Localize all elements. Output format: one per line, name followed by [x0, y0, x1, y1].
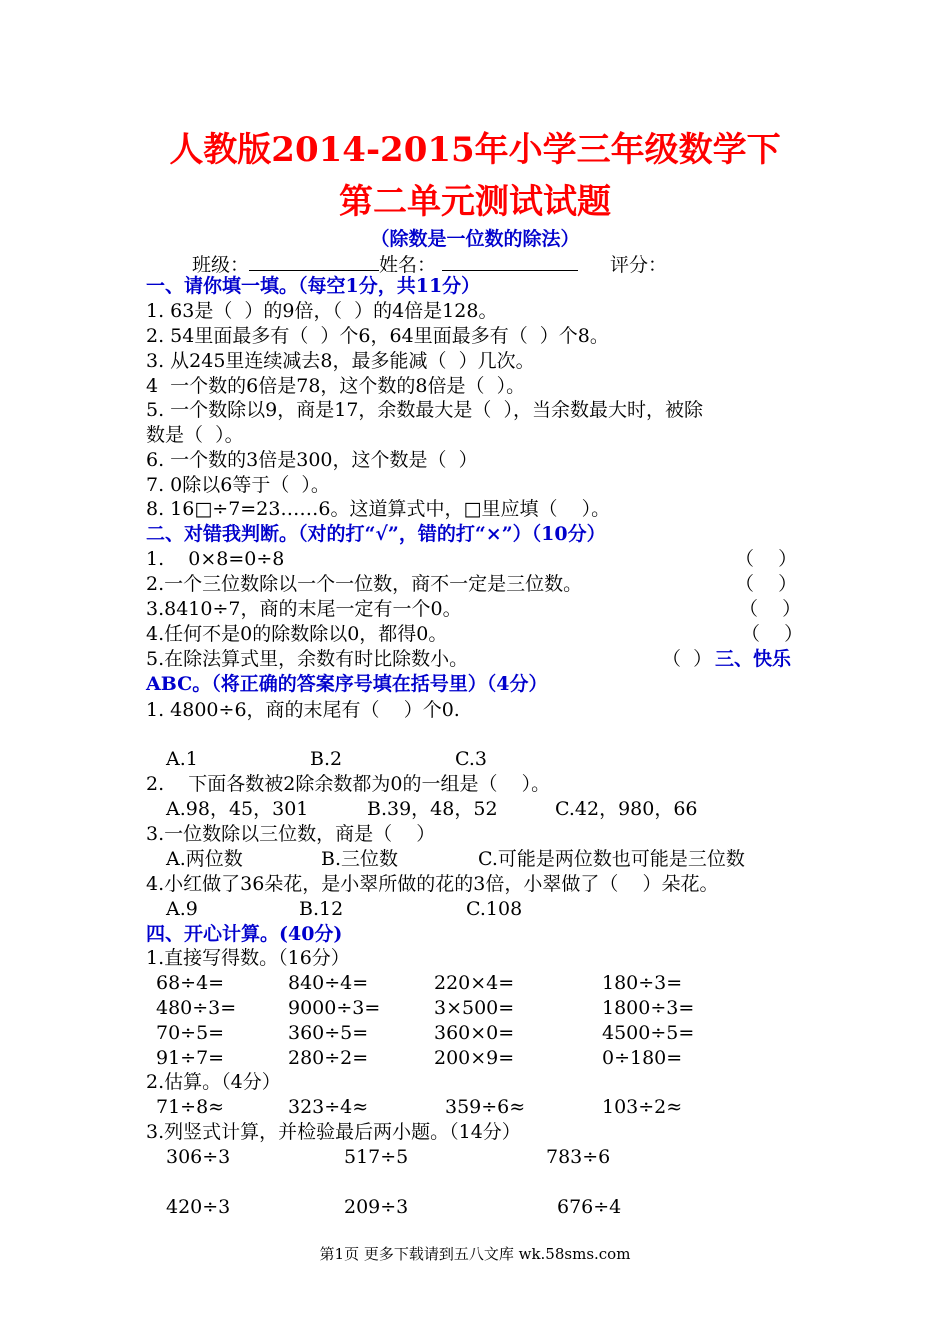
s2-q3-paren: （ ）	[739, 598, 802, 620]
s3-q2-opt-b: B.39，48，52	[367, 798, 498, 820]
direct-item: 280÷2=	[288, 1047, 369, 1069]
direct-item: 9000÷3=	[288, 997, 381, 1019]
s2-q4: 4.任何不是0的除数除以0，都得0。	[146, 623, 448, 645]
direct-item: 3×500=	[434, 997, 515, 1019]
s1-q8: 8. 16□÷7=23……6。这道算式中，□里应填（ ）。	[146, 498, 611, 520]
s2-q5: 5.在除法算式里，余数有时比除数小。	[146, 648, 469, 670]
section3-heading-start: 三、快乐	[715, 648, 792, 670]
direct-item: 91÷7=	[156, 1047, 225, 1069]
section1-heading: 一、请你填一填。（每空1分，共11分）	[146, 275, 481, 297]
s3-q1-opt-a: A.1	[166, 748, 198, 770]
s3-q3-opt-b: B.三位数	[321, 848, 399, 870]
direct-item: 200×9=	[434, 1047, 515, 1069]
s2-q4-paren: （ ）	[741, 623, 804, 645]
title-line1: 人教版2014-2015年小学三年级数学下	[169, 130, 781, 170]
s3-q4-opt-a: A.9	[166, 898, 198, 920]
direct-item: 4500÷5=	[602, 1022, 695, 1044]
vertical-item: 306÷3	[166, 1146, 231, 1168]
vertical-item: 783÷6	[546, 1146, 611, 1168]
section4-heading: 四、开心计算。(40分)	[146, 923, 343, 945]
s1-q2: 2. 54里面最多有（ ）个6，64里面最多有（ ）个8。	[146, 325, 609, 347]
direct-item: 70÷5=	[156, 1022, 225, 1044]
direct-item: 360÷5=	[288, 1022, 369, 1044]
class-label: 班级：	[192, 254, 250, 276]
s2-q5-paren: （ ）	[662, 648, 713, 670]
s4-part2: 2.估算。（4分）	[146, 1071, 281, 1093]
vertical-item: 420÷3	[166, 1196, 231, 1218]
direct-item: 840÷4=	[288, 972, 369, 994]
estimate-item: 71÷8≈	[156, 1096, 225, 1118]
direct-item: 480÷3=	[156, 997, 237, 1019]
s1-q5a: 5. 一个数除以9，商是17，余数最大是（ ），当余数最大时，被除	[146, 399, 704, 421]
name-blank	[442, 252, 578, 271]
direct-item: 220×4=	[434, 972, 515, 994]
vertical-item: 209÷3	[344, 1196, 409, 1218]
class-blank	[249, 252, 379, 271]
direct-item: 68÷4=	[156, 972, 225, 994]
s3-q3: 3.一位数除以三位数，商是（ ）	[146, 823, 436, 845]
subtitle: （除数是一位数的除法）	[370, 228, 580, 250]
direct-item: 180÷3=	[602, 972, 683, 994]
s3-q1-opt-b: B.2	[310, 748, 343, 770]
s3-q4: 4.小红做了36朵花，是小翠所做的花的3倍，小翠做了（ ）朵花。	[146, 873, 719, 895]
s1-q4: 4 一个数的6倍是78，这个数的8倍是（ ）。	[146, 375, 526, 397]
s3-q4-opt-c: C.108	[466, 898, 523, 920]
section2-heading: 二、对错我判断。（对的打“√”，错的打“×”）（10分）	[146, 523, 606, 545]
s2-q2-paren: （ ）	[735, 573, 798, 595]
s3-q2-opt-a: A.98，45，301	[166, 798, 309, 820]
s2-q1-paren: （ ）	[735, 548, 798, 570]
s3-q2-opt-c: C.42，980，66	[555, 798, 698, 820]
vertical-item: 517÷5	[344, 1146, 409, 1168]
name-label: 姓名：	[379, 254, 437, 276]
s3-q3-opt-a: A.两位数	[166, 848, 243, 870]
estimate-item: 103÷2≈	[602, 1096, 683, 1118]
title-line2: 第二单元测试试题	[339, 182, 611, 222]
s3-q3-opt-c: C.可能是两位数也可能是三位数	[478, 848, 745, 870]
s1-q5b: 数是（ ）。	[146, 424, 244, 446]
s4-part1: 1.直接写得数。（16分）	[146, 947, 350, 969]
direct-item: 0÷180=	[602, 1047, 683, 1069]
s2-q3: 3.8410÷7，商的末尾一定有一个0。	[146, 598, 462, 620]
score-label: 评分：	[610, 254, 668, 276]
s2-q2: 2.一个三位数除以一个一位数，商不一定是三位数。	[146, 573, 583, 595]
s1-q3: 3. 从245里连续减去8，最多能减（ ）几次。	[146, 350, 535, 372]
s3-q1-opt-c: C.3	[455, 748, 487, 770]
direct-item: 360×0=	[434, 1022, 515, 1044]
s3-q1: 1. 4800÷6，商的末尾有（ ）个0.	[146, 699, 460, 721]
s1-q6: 6. 一个数的3倍是300，这个数是（ ）	[146, 449, 478, 471]
s4-part3: 3.列竖式计算，并检验最后两小题。（14分）	[146, 1121, 521, 1143]
s2-q1: 1. 0×8=0÷8	[146, 548, 285, 570]
s1-q1: 1. 63是（ ）的9倍，（ ）的4倍是128。	[146, 300, 498, 322]
page-footer: 第1页 更多下载请到五八文库 wk.58sms.com	[319, 1245, 631, 1263]
direct-item: 1800÷3=	[602, 997, 695, 1019]
section3-heading: ABC。（将正确的答案序号填在括号里）（4分）	[146, 673, 548, 695]
s3-q2: 2. 下面各数被2除余数都为0的一组是（ ）。	[146, 773, 551, 795]
estimate-item: 323÷4≈	[288, 1096, 369, 1118]
estimate-item: 359÷6≈	[445, 1096, 526, 1118]
s3-q4-opt-b: B.12	[299, 898, 344, 920]
s1-q7: 7. 0除以6等于（ ）。	[146, 474, 330, 496]
vertical-item: 676÷4	[557, 1196, 622, 1218]
